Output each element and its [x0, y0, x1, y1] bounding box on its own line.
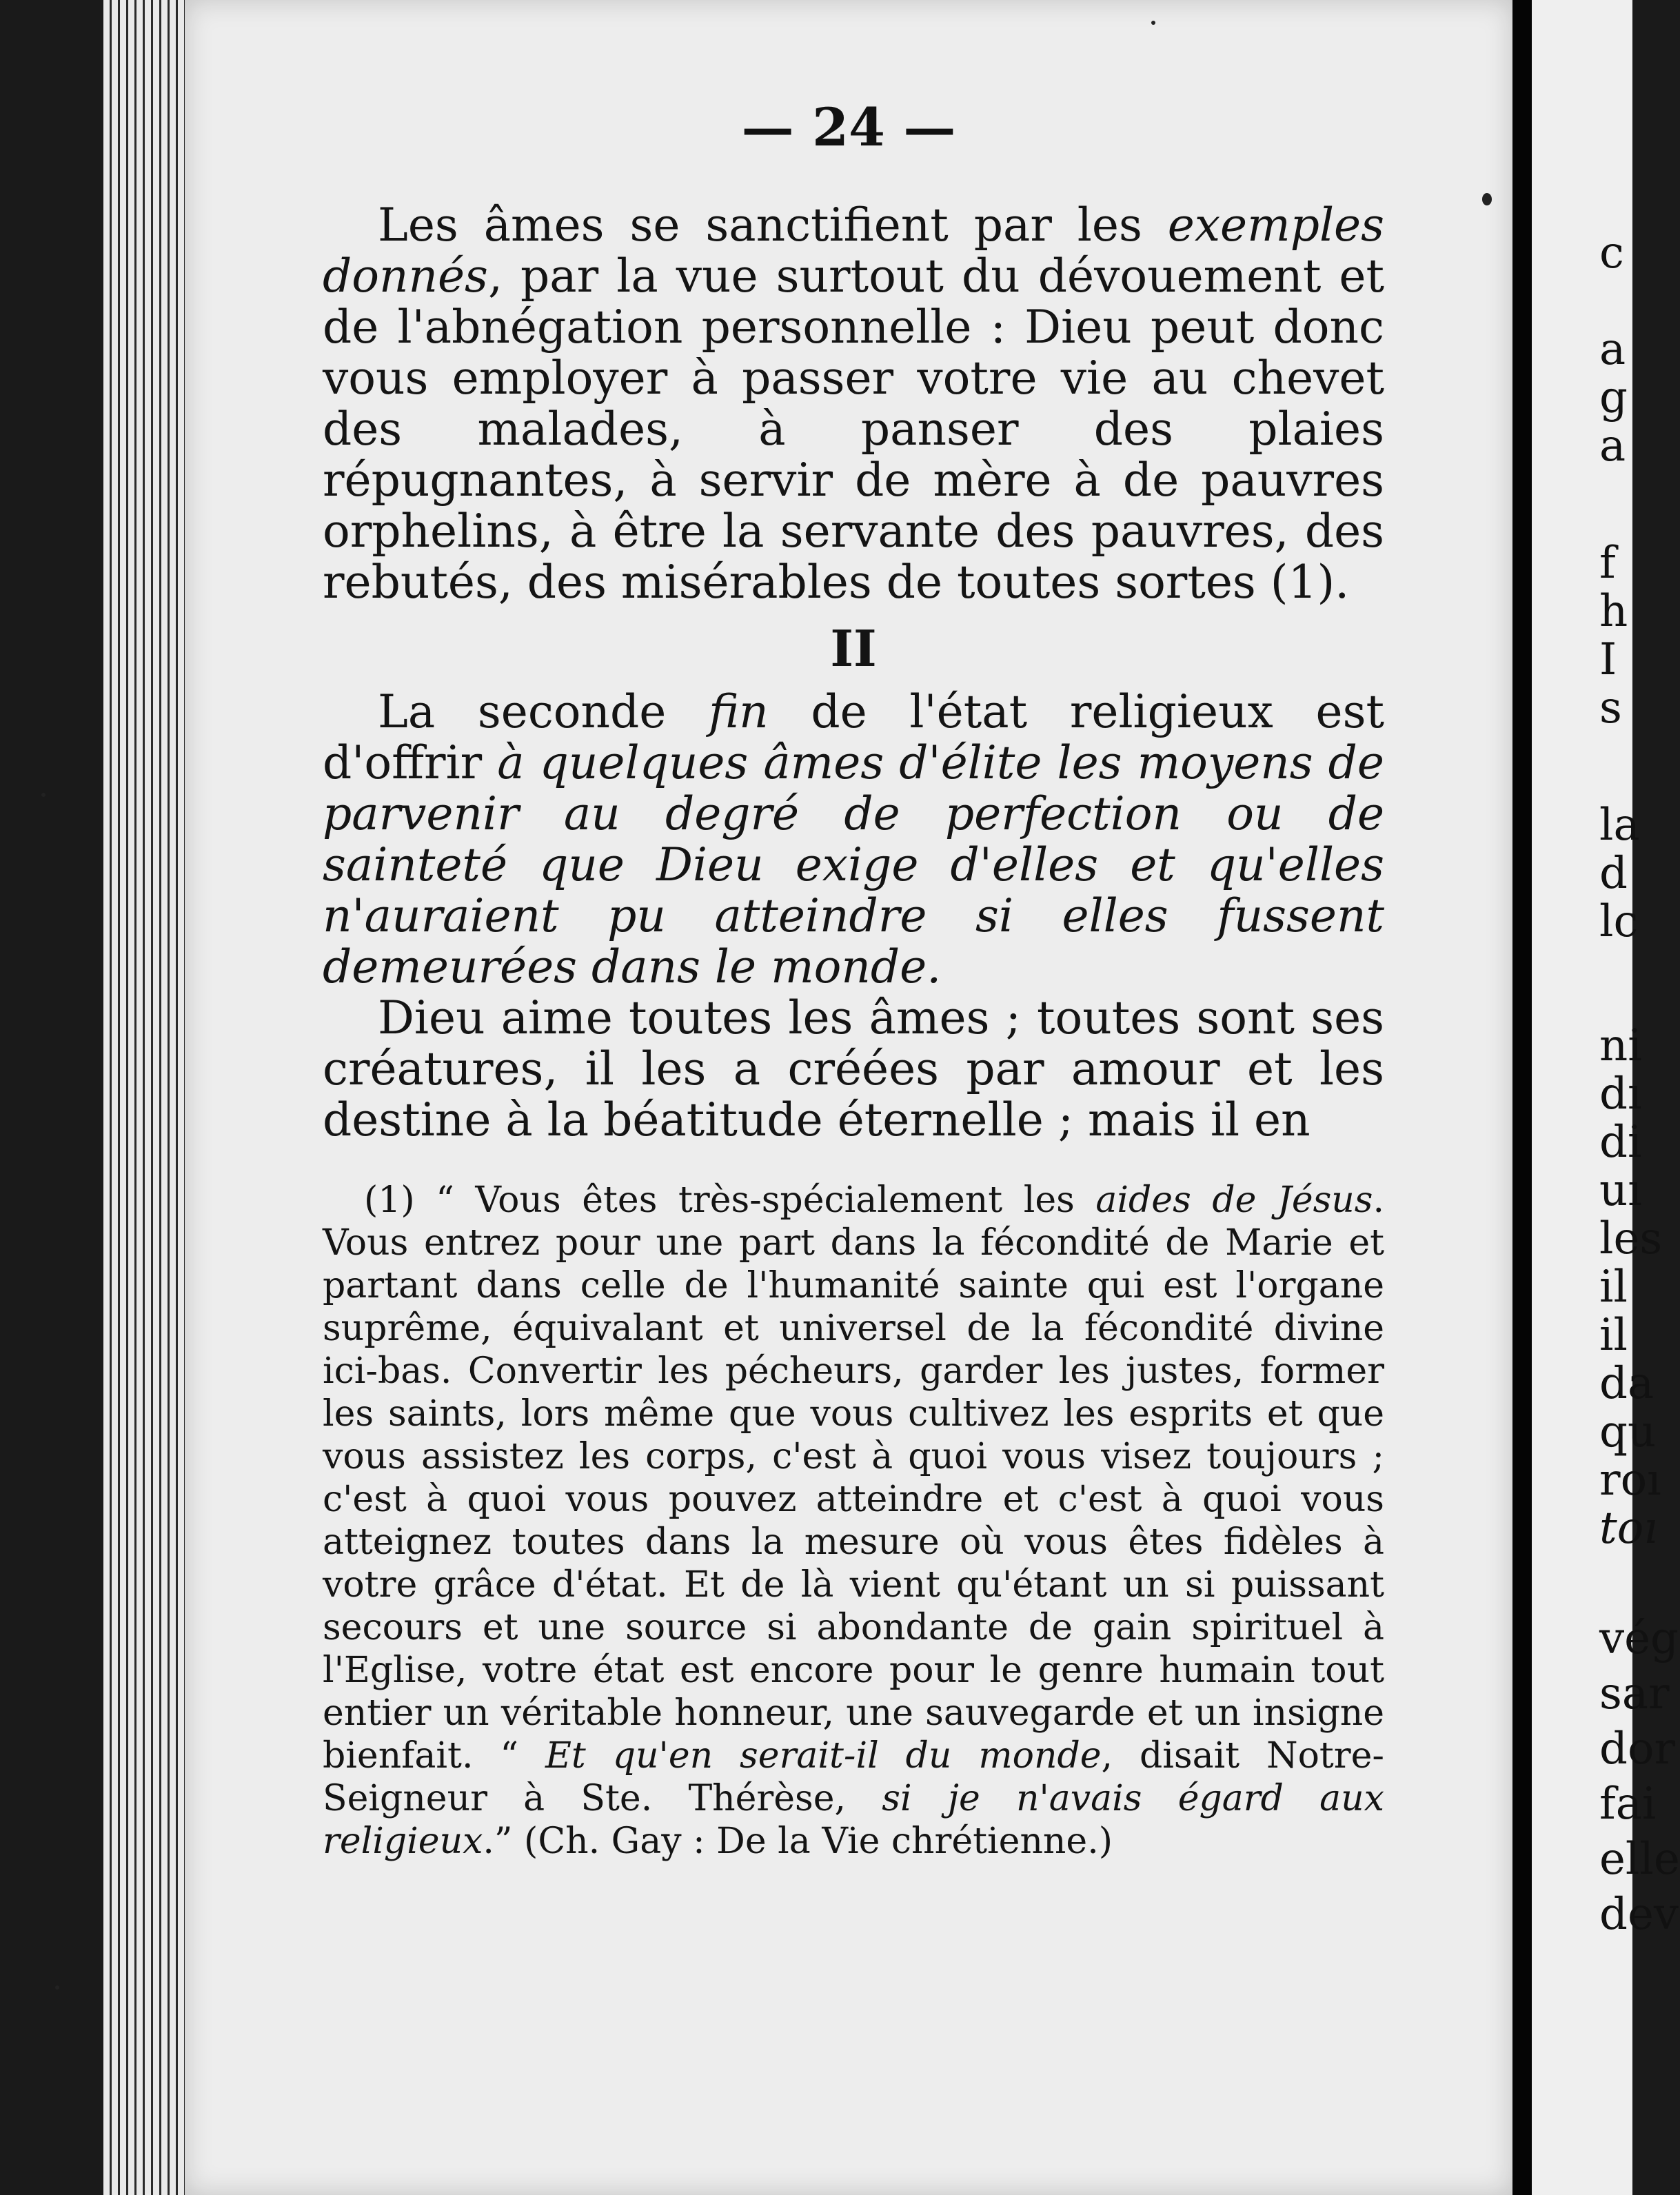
right-fragment: sar — [1599, 1668, 1670, 1719]
film-speck — [55, 1985, 59, 1990]
paragraph-3: Dieu aime toutes les âmes ; toutes sont ses créatures, il les a créées par amour et les destine à la béatitude éternelle ; mais il en — [323, 991, 1384, 1146]
paragraph-2-italic-fin: fin — [709, 685, 769, 738]
right-fragment: elle — [1599, 1834, 1680, 1885]
paragraph-1-italic: exemples donnés — [323, 199, 1384, 303]
paragraph-2-italic-end: à quelques âmes d'élite les moyens de parvenir au degré de perfection ou de sainteté que Dieu exige d'elles et qu'elles n'auraient pu atteindre si elles fussent demeurées dans le monde. — [323, 736, 1384, 993]
paragraph-1-text: Les âmes se sanctifient par les — [378, 199, 1168, 252]
right-fragment: il — [1599, 1310, 1628, 1361]
footnote-italic-3: si je n'avais égard aux religieux — [323, 1778, 1384, 1862]
right-fragment: di — [1599, 1117, 1642, 1168]
right-fragment: dı — [1599, 1069, 1642, 1120]
right-fragment: il — [1599, 1262, 1628, 1313]
right-fragment: ni — [1599, 1020, 1642, 1071]
book-gutter — [1512, 0, 1532, 2195]
paragraph-1-text-end: , par la vue surtout du dévouement et de l'abnégation personnelle : Dieu peut donc vous employer à passer votre vie au chevet des malades, à panser des plaies répugnantes, à servir de mère à de pauvres orphelins, à être la servante des pauvres, des rebutés, des misérables de toutes sortes (1). — [323, 250, 1384, 609]
right-fragment: a — [1599, 324, 1626, 375]
right-fragment: lc — [1599, 896, 1639, 947]
right-fragment: fai — [1599, 1779, 1657, 1830]
right-fragment: la — [1599, 800, 1640, 851]
page-number: — 24 — — [741, 97, 956, 158]
footnote — [323, 1179, 1384, 1863]
right-fragment: vég — [1599, 1613, 1679, 1664]
right-fragment: toı — [1599, 1503, 1658, 1554]
right-fragment: dor — [1599, 1723, 1676, 1774]
right-fragment: a — [1599, 421, 1626, 472]
right-fragment: d — [1599, 848, 1628, 899]
main-page — [185, 0, 1512, 2195]
right-fragment: g — [1599, 372, 1628, 423]
right-fragment: uı — [1599, 1165, 1642, 1216]
right-fragment: qu — [1599, 1406, 1657, 1457]
footnote-italic-1: aides de Jésus — [1095, 1180, 1373, 1221]
right-page-edge — [1532, 0, 1680, 2195]
right-fragment: s — [1599, 682, 1622, 734]
right-fragment: h — [1599, 586, 1628, 637]
section-heading: II — [830, 619, 877, 678]
right-fragment: I — [1599, 634, 1617, 685]
right-fragment: les — [1599, 1213, 1663, 1264]
paragraph-2-text: La seconde — [378, 685, 709, 738]
film-speck — [1151, 21, 1155, 25]
right-fragment: f — [1599, 538, 1616, 589]
right-fragment: c — [1599, 227, 1624, 279]
footnote-part-3: , disait Notre-Seigneur à Ste. Thérèse, — [323, 1735, 1384, 1819]
right-fragment: roı — [1599, 1455, 1661, 1506]
paragraph-2-text-mid: de l'état religieux est d'offrir — [323, 685, 1384, 789]
stacked-page-edges — [103, 0, 193, 2195]
footnote-part-1: (1) “ Vous êtes très-spécialement les — [364, 1180, 1096, 1221]
footnote-part-4: .” (Ch. Gay : De la Vie chrétienne.) — [483, 1821, 1113, 1862]
footnote-text — [323, 1179, 1384, 1863]
film-speck — [1482, 193, 1492, 205]
right-fragment: dev — [1599, 1889, 1679, 1940]
film-speck — [41, 793, 45, 797]
footnote-italic-2: Et qu'en serait-il du monde — [545, 1735, 1102, 1777]
footnote-part-2: . Vous entrez pour une part dans la fécondité de Marie et partant dans celle de l'humanité sainte qui est l'organe suprême, équivalant et universel de la fécondité divine ici-bas. Convertir les pécheurs, garder les justes, former les saints, lors même que vous cultivez les esprits et que vous assistez les corps, c'est à quoi vous visez toujours ; c'est à quoi vous pouvez atteindre et c'est à quoi vous atteignez toutes dans la mesure où vous êtes fidèles à votre grâce d'état. Et de là vient qu'étant un si puissant secours et une source si abondante de gain spirituel à l'Eglise, votre état est encore pour le genre humain tout entier un véritable honneur, une sauvegarde et un insigne bienfait. “ — [323, 1180, 1384, 1777]
paragraph-1 — [323, 200, 1384, 608]
paragraph-2 — [323, 687, 1384, 993]
body-text — [323, 200, 1384, 1146]
right-fragment: da — [1599, 1358, 1654, 1409]
